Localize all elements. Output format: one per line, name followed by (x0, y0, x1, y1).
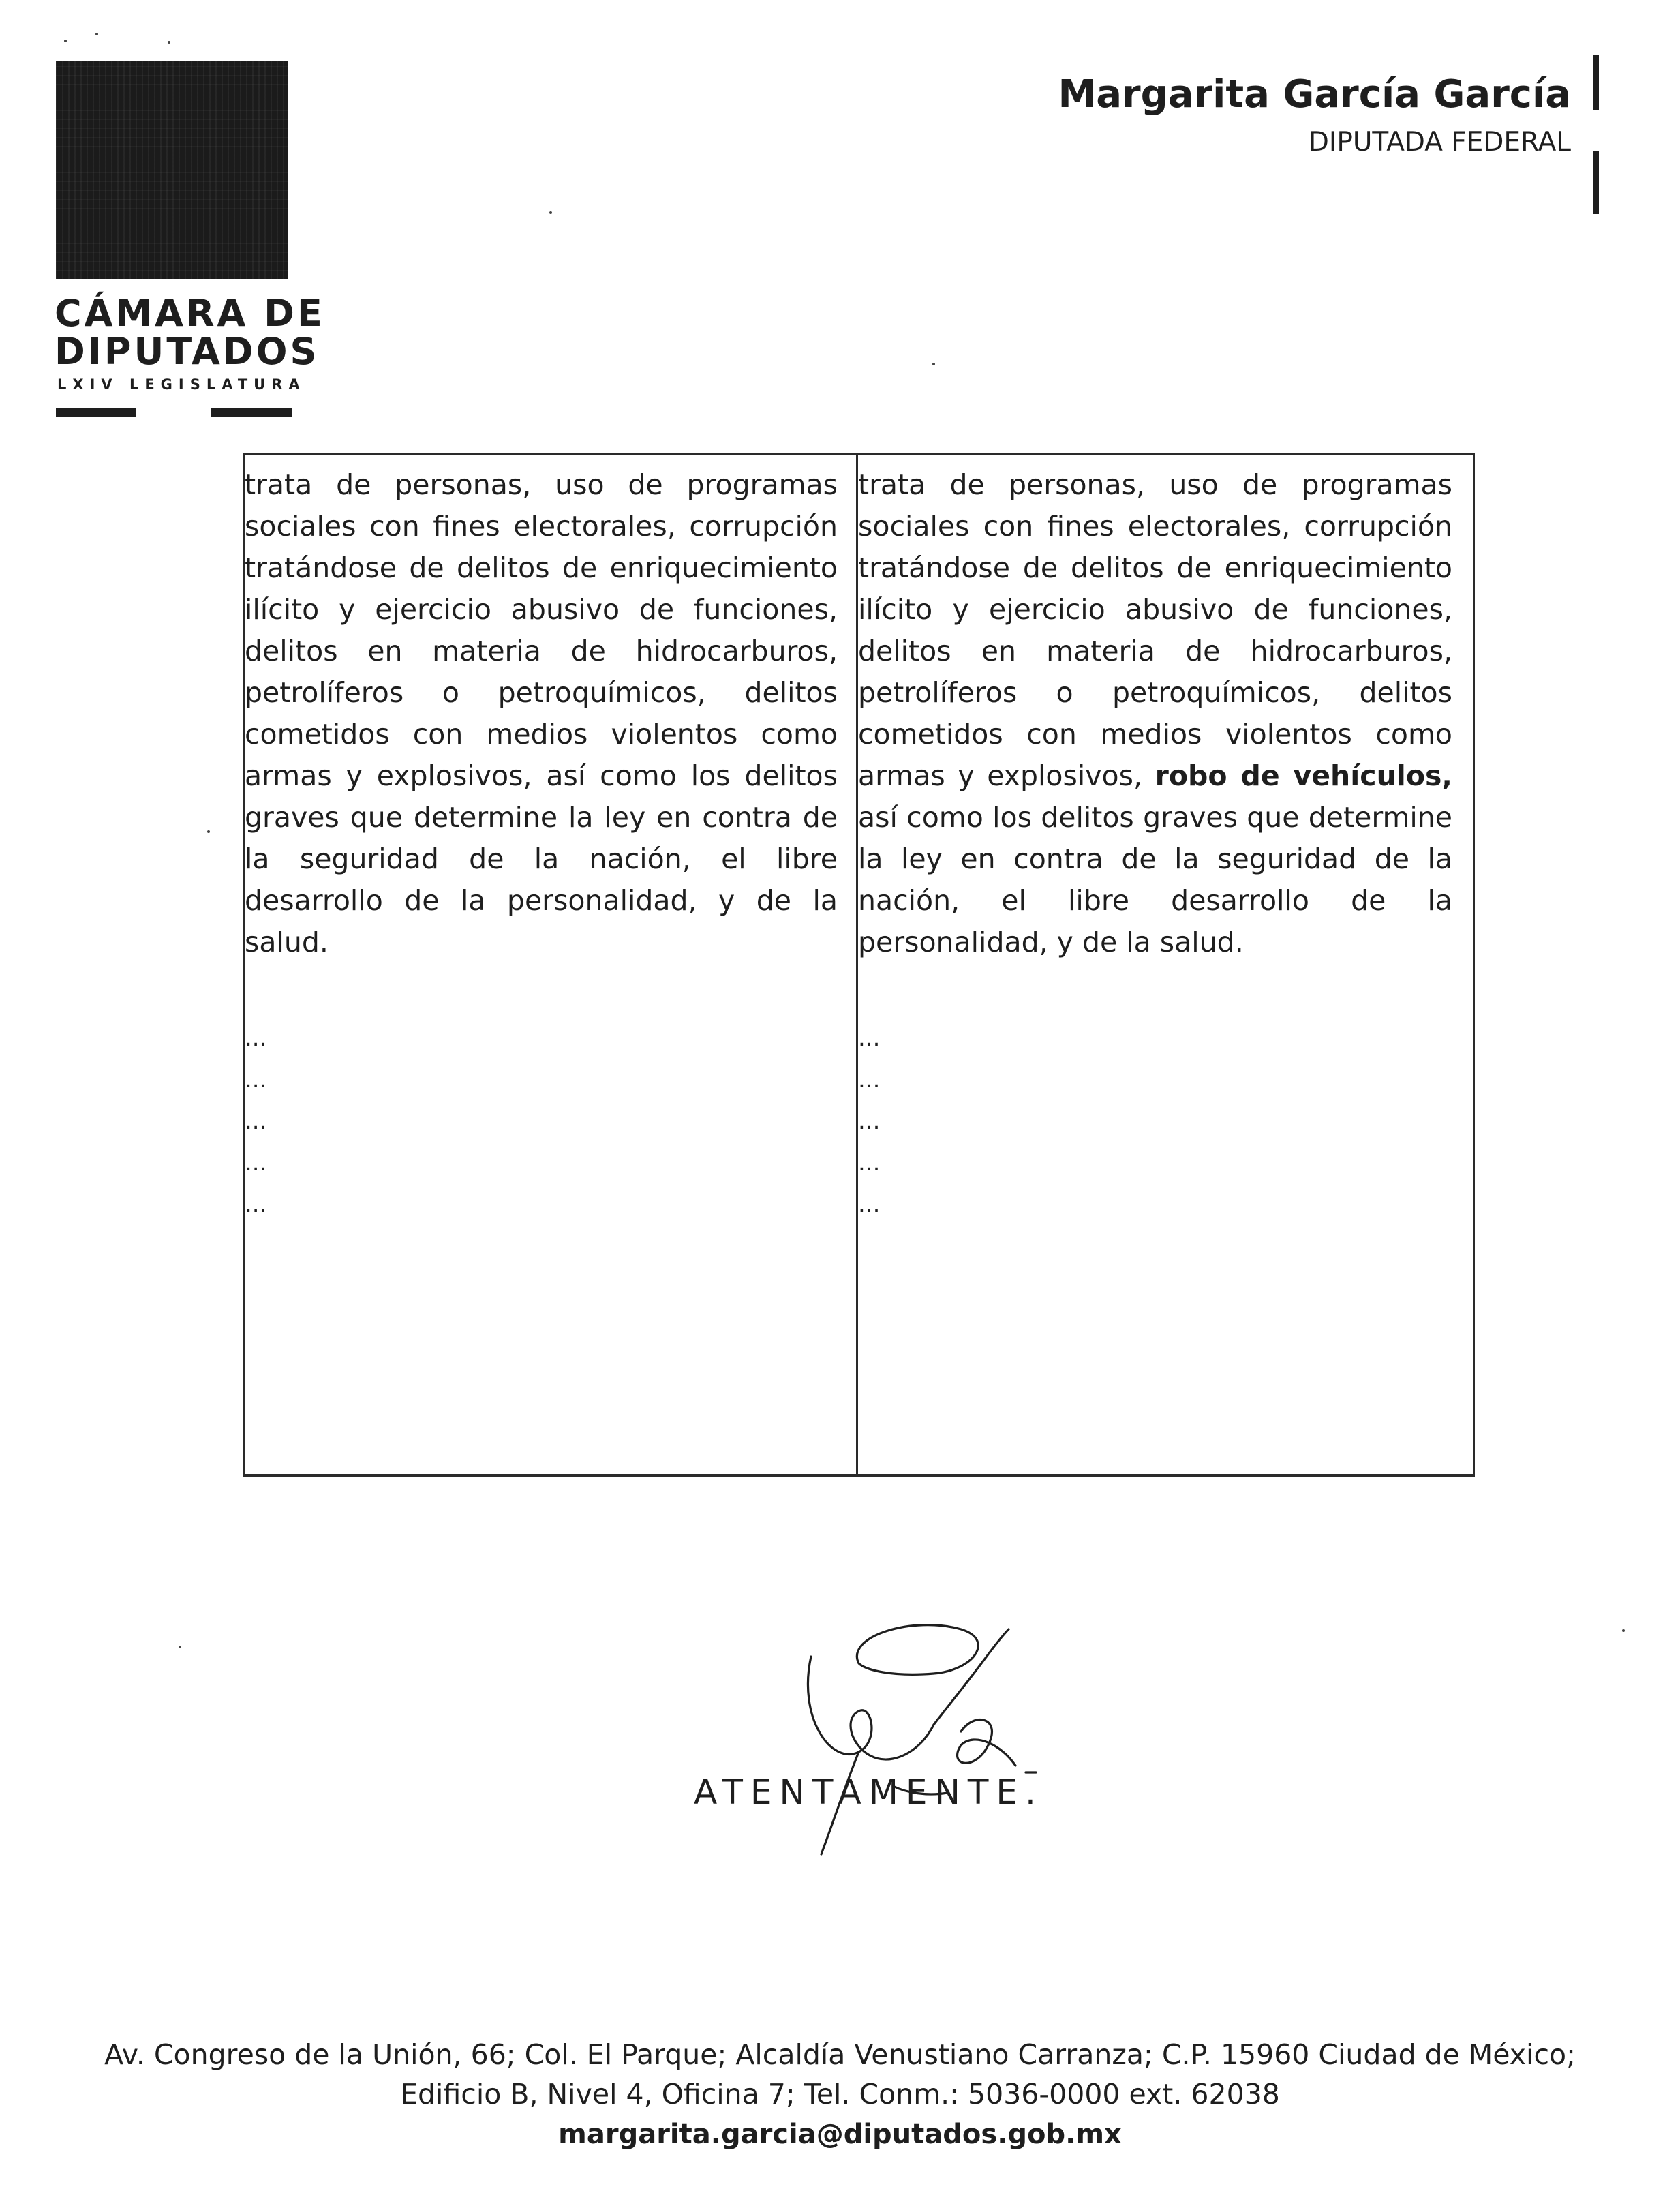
current-text-paragraph (245, 464, 838, 963)
ellipsis-item: ... (245, 1149, 267, 1177)
ellipsis-item: ... (858, 1149, 881, 1177)
closing-salutation: ATENTAMENTE. (694, 1772, 1043, 1812)
ellipsis-item: ... (245, 1108, 267, 1135)
scan-speck (932, 363, 935, 365)
ellipsis-item: ... (245, 1066, 267, 1093)
ellipsis-item: ... (858, 1191, 881, 1218)
ellipsis-item: ... (245, 1025, 267, 1052)
proposed-text-paragraph (858, 464, 1452, 963)
ellipsis-item: ... (858, 1025, 881, 1052)
current-ellipsis-list (245, 1018, 856, 1226)
ellipsis-item: ... (245, 1191, 267, 1218)
handwritten-signature (757, 1609, 1043, 1868)
institution-name-line1: CÁMARA DE (55, 292, 325, 335)
proposed-text-before: trata de personas, uso de programas sociales con fines electorales, corrupción tratándose de delitos de enriquecimiento ilícito y ejercicio abusivo de funciones, delitos en materia de hidrocarburos, petrolíferos o petroquímicos, delitos cometidos con medios violentos como armas y explosivos, (858, 468, 1452, 792)
legislature-label: LXIV LEGISLATURA (57, 376, 306, 393)
footer-email-link[interactable]: margarita.garcia@diputados.gob.mx (558, 2119, 1122, 2150)
header-rule-bottom (1593, 151, 1599, 214)
deputy-name: Margarita García García (1058, 72, 1571, 117)
institution-name-line2: DIPUTADOS (55, 330, 320, 373)
scan-speck (179, 1646, 181, 1648)
ellipsis-item: ... (858, 1108, 881, 1135)
ellipsis-item: ... (858, 1066, 881, 1093)
camara-logo-mark (56, 61, 288, 279)
footer-address-line2: Edificio B, Nivel 4, Oficina 7; Tel. Conm.: 5036-0000 ext. 62038 (400, 2078, 1280, 2111)
current-text: trata de personas, uso de programas sociales con fines electorales, corrupción tratándose de delitos de enriquecimiento ilícito y ejercicio abusivo de funciones, delitos en materia de hidrocarburos, petrolíferos o petroquímicos, delitos cometidos con medios violentos como armas y explosivos, así como los delitos graves que determine la ley en contra de la seguridad de la nación, el libre desarrollo de la personalidad, y de la salud. (245, 468, 838, 958)
scan-speck (95, 33, 98, 35)
scan-speck (64, 40, 67, 42)
deputy-role: DIPUTADA FEDERAL (1308, 127, 1571, 157)
scan-speck (168, 41, 170, 44)
proposed-text-highlight: robo de vehículos, (1155, 759, 1452, 792)
proposed-ellipsis-list (858, 1018, 1473, 1226)
proposed-text-after: así como los delitos graves que determine la ley en contra de la seguridad de la nación, el libre desarrollo de la personalidad, y de la salud. (858, 801, 1452, 958)
scan-speck (1622, 1629, 1625, 1632)
logo-divider-right (211, 408, 292, 417)
scan-speck (549, 211, 552, 214)
comparison-table (243, 453, 1475, 1477)
proposed-text-column (858, 455, 1473, 1474)
current-text-column (245, 455, 858, 1474)
logo-divider-left (56, 408, 136, 417)
scan-speck (207, 830, 210, 833)
header-rule-top (1593, 55, 1599, 110)
footer-address-line1: Av. Congreso de la Unión, 66; Col. El Parque; Alcaldía Venustiano Carranza; C.P. 15960 Ciudad de México; (104, 2038, 1576, 2071)
